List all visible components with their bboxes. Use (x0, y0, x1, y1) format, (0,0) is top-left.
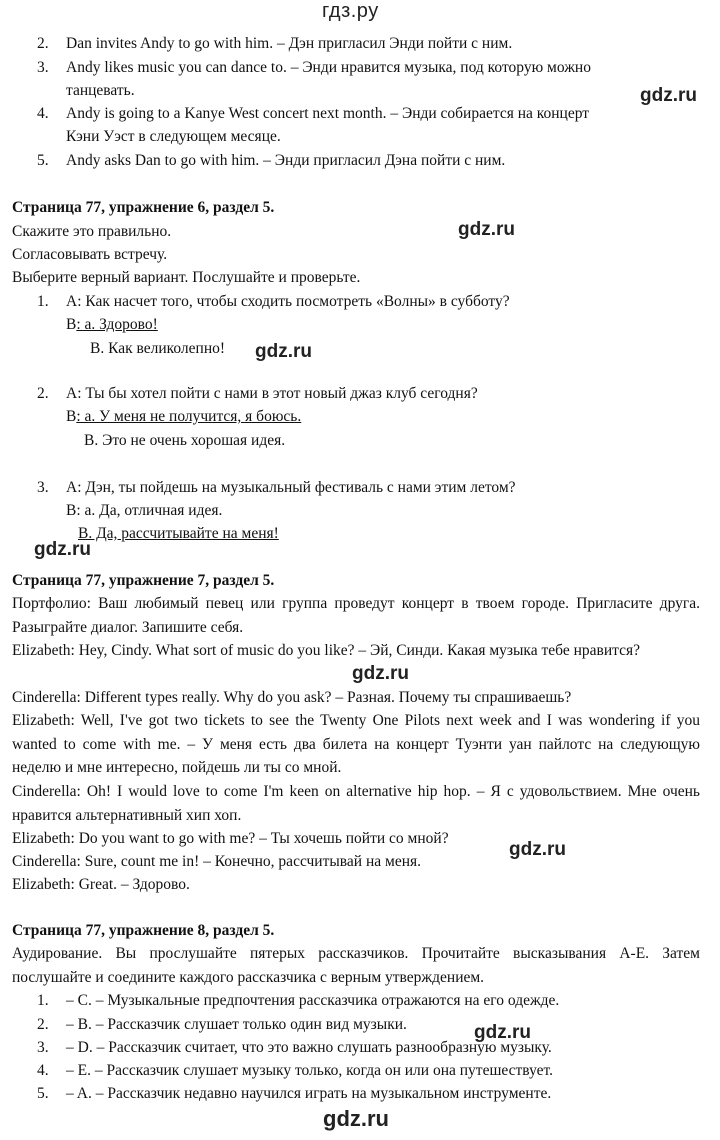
question-num: 3. (37, 479, 49, 496)
list-item-num: 5. (37, 152, 49, 169)
answer-line: B: a. Да, отличная идея. (66, 502, 223, 519)
list-item-text: Dan invites Andy to go with him. – Дэн пригласил Энди пойти с ним. (66, 35, 513, 52)
watermark-bottom: gdz.ru (323, 1106, 389, 1131)
list-item-num: 3. (37, 59, 49, 76)
list-item-text: Andy is going to a Kanye West concert next month. – Энди собирается на концерт (66, 105, 590, 122)
list-item-num: 2. (37, 35, 49, 52)
list-item-text: – A. – Рассказчик недавно научился играть на музыкальном инструменте. (66, 1085, 552, 1102)
list-item-text: – D. – Рассказчик считает, что это важно слушать разнообразную музыку. (66, 1039, 552, 1056)
dialogue-line: Elizabeth: Do you want to go with me? – Ты хочешь пойти со мной? (12, 830, 449, 847)
list-item-text: Кэни Уэст в следующем месяце. (66, 128, 281, 145)
dialogue-line: Elizabeth: Well, I've got two tickets to see the Twenty One Pilots next week and I was wondering if you wanted to come with me. – У меня есть два билета на концерт Туэнти уан пайлотс на следующую неделю и мне интересно, пойдешь ли ты со мной. (12, 712, 700, 776)
paragraph: Аудирование. Вы прослушайте пятерых рассказчиков. Прочитайте высказывания A-E. Затем послушайте и соедините каждого рассказчика с верным утверждением. (12, 945, 700, 986)
watermark-inline: gdz.ru (509, 839, 566, 860)
list-item-text: – C. – Музыкальные предпочтения рассказчика отражаются на его одежде. (66, 992, 560, 1009)
paragraph: Согласовывать встречу. (12, 246, 168, 263)
dialogue-line: Elizabeth: Great. – Здорово. (12, 876, 190, 893)
question-num: 2. (37, 385, 49, 402)
paragraph: Выберите верный вариант. Послушайте и проверьте. (12, 269, 361, 286)
list-item-text: – B. – Рассказчик слушает только один вид музыки. (66, 1016, 407, 1033)
watermark-inline: gdz.ru (34, 539, 91, 560)
list-item-num: 5. (37, 1085, 49, 1102)
answer-line: B. Это не очень хорошая идея. (84, 432, 286, 449)
question-line: A: Ты бы хотел пойти с нами в этот новый джаз клуб сегодня? (66, 385, 478, 402)
answer-line (66, 313, 158, 337)
answer-line (66, 405, 301, 429)
watermark-inline: gdz.ru (474, 1022, 531, 1043)
list-item-num: 1. (37, 992, 49, 1009)
list-item-num: 4. (37, 1062, 49, 1079)
section-heading: Страница 77, упражнение 7, раздел 5. (12, 572, 275, 589)
answer-prefix: B (66, 408, 77, 425)
question-line: A: Дэн, ты пойдешь на музыкальный фестиваль с нами этим летом? (66, 479, 516, 496)
list-item-num: 2. (37, 1016, 49, 1033)
answer-line (62, 522, 279, 546)
paragraph: Скажите это правильно. (12, 223, 172, 240)
list-item-text: – E. – Рассказчик слушает музыку только, когда он или она путешествует. (66, 1062, 554, 1079)
list-item-num: 4. (37, 105, 49, 122)
answer-prefix: B (66, 316, 77, 333)
paragraph: Портфолио: Ваш любимый певец или группа проведут концерт в твоем городе. Пригласите друга. Разыграйте диалог. Запишите себя. (12, 595, 700, 636)
dialogue-line: Cinderella: Sure, count me in! – Конечно, рассчитывай на меня. (12, 853, 421, 870)
list-item-text: танцевать. (66, 82, 135, 99)
answer-selected: B. Да, рассчитывайте на меня! (78, 525, 279, 542)
section-heading: Страница 77, упражнение 8, раздел 5. (12, 922, 275, 939)
list-item-text: Andy asks Dan to go with him. – Энди пригласил Дэна пойти с ним. (66, 152, 506, 169)
dialogue-line: Cinderella: Different types really. Why do you ask? – Разная. Почему ты спрашиваешь? (12, 689, 572, 706)
watermark-top: гдз.ру (322, 0, 379, 22)
section-heading: Страница 77, упражнение 6, раздел 5. (12, 199, 275, 216)
answer-selected: : a. Здорово! (76, 316, 158, 333)
dialogue-line: Elizabeth: Hey, Cindy. What sort of music do you like? – Эй, Синди. Какая музыка тебе нравится? (12, 642, 640, 659)
question-num: 1. (37, 293, 49, 310)
answer-selected: : a. У меня не получится, я боюсь. (76, 408, 302, 425)
list-item-num: 3. (37, 1039, 49, 1056)
dialogue-line: Cinderella: Oh! I would love to come I'm keen on alternative hip hop. – Я с удовольствием. Мне очень нравится альтернативный хип хоп. (12, 783, 700, 824)
watermark-inline: gdz.ru (458, 219, 515, 240)
watermark-inline: gdz.ru (352, 663, 409, 684)
watermark-inline: gdz.ru (640, 85, 697, 106)
list-item-text: Andy likes music you can dance to. – Энди нравится музыка, под которую можно (66, 59, 591, 76)
answer-line: B. Как великолепно! (90, 340, 226, 357)
watermark-inline: gdz.ru (255, 341, 312, 362)
question-line: A: Как насчет того, чтобы сходить посмотреть «Волны» в субботу? (66, 293, 510, 310)
